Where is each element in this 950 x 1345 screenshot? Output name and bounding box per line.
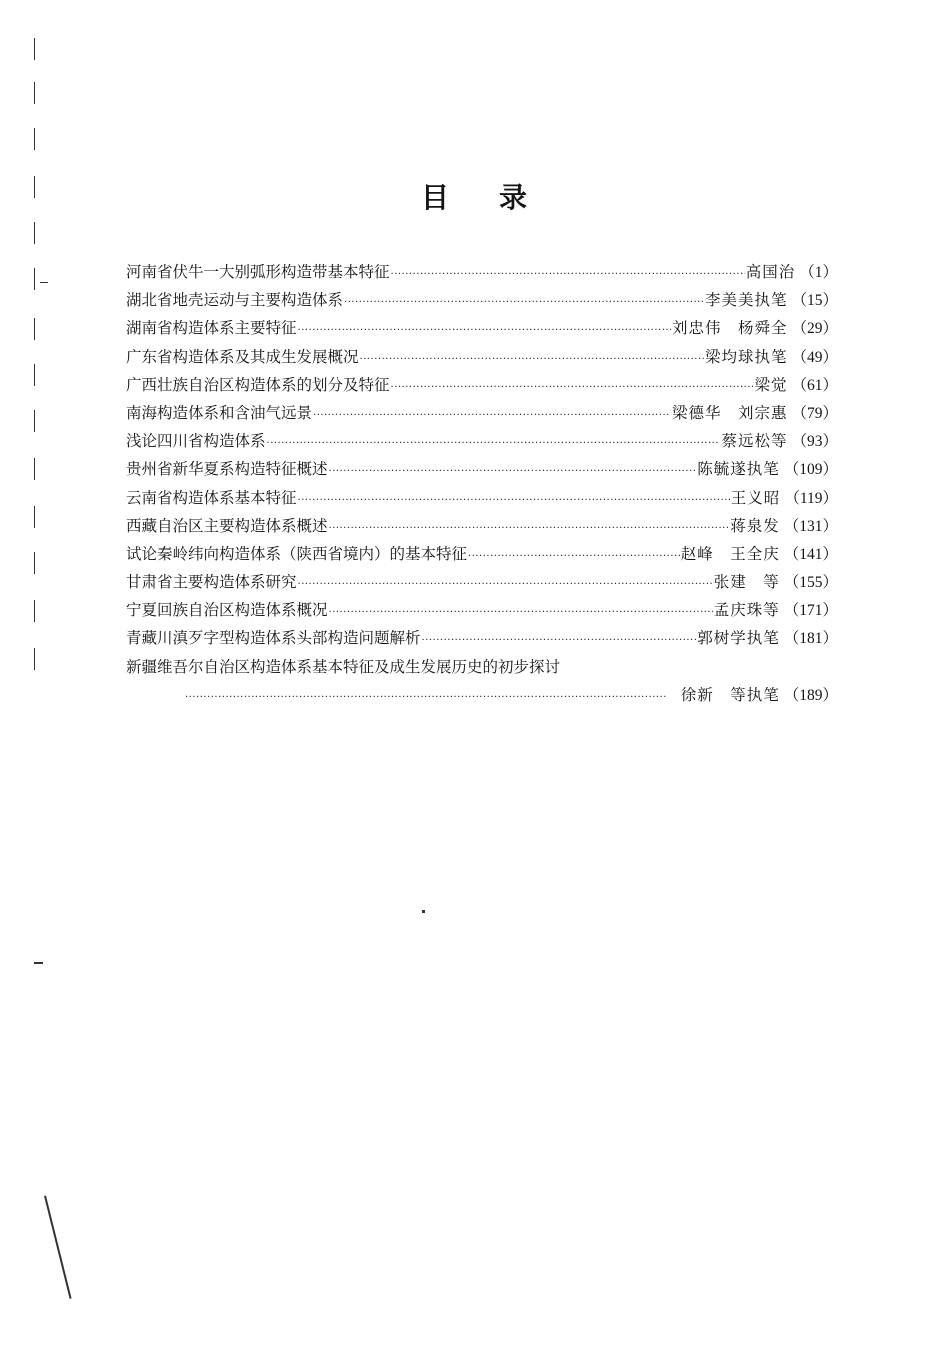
scan-mark	[34, 222, 35, 244]
entry-author: 徐新 等执笔	[680, 685, 780, 704]
scan-mark	[34, 552, 35, 574]
dot-leader	[391, 374, 754, 402]
entry-page: （93）	[791, 433, 838, 451]
entry-page: （131）	[783, 517, 838, 535]
toc-entry[interactable]	[126, 314, 838, 342]
toc-entry[interactable]	[126, 596, 838, 624]
scan-mark	[34, 364, 35, 386]
entry-title: 西藏自治区主要构造体系概述	[126, 516, 328, 535]
scan-mark	[34, 962, 43, 964]
entry-author: 赵峰 王全庆	[680, 544, 780, 563]
toc-entry[interactable]	[126, 258, 838, 286]
entry-author: 梁德华 刘宗惠	[671, 403, 788, 422]
entry-title: 广东省构造体系及其成生发展概况	[126, 347, 359, 366]
dot-leader	[185, 684, 680, 712]
entry-page: （49）	[791, 348, 838, 366]
entry-author: 张建 等	[713, 573, 780, 592]
entry-page: （61）	[791, 376, 838, 394]
scan-mark	[34, 458, 35, 480]
entry-page: （15）	[791, 292, 838, 310]
toc-entry[interactable]	[126, 624, 838, 652]
entry-title: 浅论四川省构造体系	[126, 432, 266, 451]
dot-leader	[329, 599, 713, 627]
entry-page: （189）	[783, 686, 838, 704]
entry-author: 王义昭	[730, 488, 781, 507]
scan-mark	[40, 282, 48, 283]
entry-page: （141）	[783, 545, 838, 563]
toc-entry[interactable]	[126, 427, 838, 455]
scan-mark	[34, 600, 35, 622]
entry-title: 南海构造体系和含油气远景	[126, 403, 313, 422]
toc-entry[interactable]	[126, 286, 838, 314]
entry-title: 贵州省新华夏系构造特征概述	[126, 460, 328, 479]
dot-leader	[267, 430, 721, 458]
scan-mark	[34, 506, 35, 528]
entry-author: 郭树学执笔	[697, 629, 780, 648]
dot-leader	[422, 627, 697, 655]
entry-page: （181）	[783, 630, 838, 648]
toc-entry[interactable]	[126, 568, 838, 596]
dot-leader	[298, 487, 730, 515]
toc-entry[interactable]	[126, 455, 838, 483]
entry-title: 云南省构造体系基本特征	[126, 488, 297, 507]
entry-title: 新疆维吾尔自治区构造体系基本特征及成生发展历史的初步探讨	[126, 657, 561, 676]
toc-entry-continuation-line[interactable]	[126, 681, 838, 709]
entry-title: 湖南省构造体系主要特征	[126, 319, 297, 338]
scan-mark	[34, 128, 35, 150]
page-title	[0, 176, 950, 216]
entry-author: 蔡远松等	[721, 432, 788, 451]
toc-entry[interactable]	[126, 512, 838, 540]
dot-leader	[298, 317, 671, 345]
entry-page: （155）	[783, 574, 838, 592]
scan-mark	[34, 82, 35, 104]
entry-page: （79）	[791, 404, 838, 422]
toc-entry[interactable]	[126, 371, 838, 399]
scan-mark	[34, 268, 35, 290]
entry-author: 蒋泉发	[730, 516, 780, 535]
entry-page: （29）	[791, 320, 838, 338]
dot-leader	[344, 289, 704, 317]
dot-leader	[360, 346, 704, 374]
title-char-1: 目	[420, 181, 451, 214]
dot-leader	[329, 458, 697, 486]
table-of-contents	[126, 258, 838, 709]
scan-mark	[422, 910, 425, 913]
entry-title: 宁夏回族自治区构造体系概况	[126, 601, 328, 620]
dot-leader	[391, 261, 745, 289]
toc-entry-title-line[interactable]	[126, 653, 838, 681]
scan-mark	[34, 318, 35, 340]
entry-page: （119）	[784, 489, 838, 507]
toc-entry[interactable]	[126, 399, 838, 427]
dot-leader	[329, 515, 730, 543]
entry-author: 刘忠伟 杨舜全	[671, 319, 788, 338]
scan-mark	[44, 1196, 72, 1299]
entry-author: 梁均球执笔	[704, 347, 788, 366]
entry-title: 广西壮族自治区构造体系的划分及特征	[126, 375, 390, 394]
entry-author: 梁觉	[754, 375, 788, 394]
scan-mark	[34, 38, 35, 60]
entry-author: 高国治	[745, 263, 796, 281]
toc-entry[interactable]	[126, 343, 838, 371]
scan-mark	[34, 648, 35, 670]
entry-page: （171）	[783, 602, 838, 620]
entry-author: 李美美执笔	[704, 291, 788, 310]
entry-page: （109）	[783, 461, 838, 479]
entry-title: 河南省伏牛一大别弧形构造带基本特征	[126, 263, 390, 281]
dot-leader	[468, 543, 680, 571]
entry-title: 青藏川滇歹字型构造体系头部构造问题解析	[126, 629, 421, 648]
entry-title: 甘肃省主要构造体系研究	[126, 573, 297, 592]
toc-entry[interactable]	[126, 540, 838, 568]
entry-page: （1）	[799, 264, 838, 281]
title-char-2: 录	[499, 181, 530, 214]
entry-author: 孟庆珠等	[713, 601, 780, 620]
dot-leader	[313, 402, 671, 430]
toc-entry[interactable]	[126, 484, 838, 512]
entry-title: 试论秦岭纬向构造体系（陕西省境内）的基本特征	[126, 544, 468, 563]
scan-mark	[34, 410, 35, 432]
dot-leader	[298, 571, 713, 599]
entry-title: 湖北省地壳运动与主要构造体系	[126, 291, 344, 310]
entry-author: 陈毓遂执笔	[697, 460, 780, 479]
